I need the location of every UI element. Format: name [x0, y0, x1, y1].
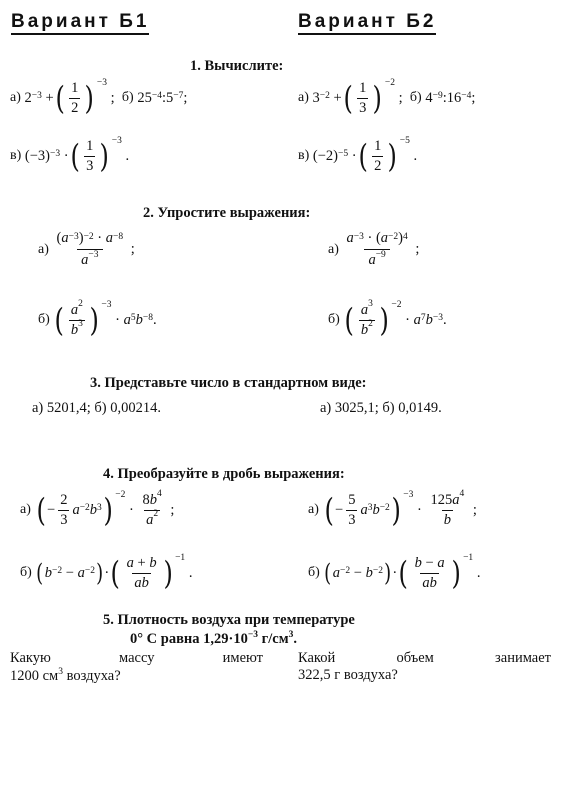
task-3-v1: а) 5201,4; б) 0,00214. [32, 400, 161, 416]
task-4-v2-b: б) ( a $^{-2}$ − b $^{-2}$ ) · ( $\frac{b - a}{ab}$ ) −1 . [308, 553, 481, 593]
task-2-v1-a: а) ( a $^{-3}$ ) $^{-2}$ · a $^{-8}$ $a^{-3}$ ; [38, 230, 135, 269]
task-4-v1-b: б) ( b $^{-2}$ − a $^{-2}$ ) · ( $\frac{a + b}{ab}$ ) −1 . [20, 553, 193, 593]
task-5-v1-line1: Какую массу имеют [10, 650, 263, 666]
task-5-v2-line1: Какой объем занимает [298, 650, 551, 666]
section-2-title: 2. Упростите выражения: [143, 205, 311, 221]
task-4-v1-a: а) ( − $\frac{2}{3}$ a $^{-2}$ b $^3$ ) −2 · $\frac{8b^4}{a^2}$ ; [20, 489, 175, 530]
section-1-title: 1. Вычислите: [190, 58, 284, 74]
task-3-v2: а) 3025,1; б) 0,0149. [320, 400, 442, 416]
task-2-v1-b: б) ( $\frac{a^2}{b^3}$ ) −3 · a $^5$ b $^{-8}$ . [38, 299, 157, 340]
task-2-v2-b: б) ( $\frac{a^3}{b^2}$ ) −2 · a $^7$ b $^{-3}$ . [328, 299, 447, 340]
variant-b2-title: Вариант Б2 [298, 12, 436, 35]
task-4-v2-a: а) ( − $\frac{5}{3}$ a $^3$ b $^{-2}$ ) −3 · $\frac{125a^4}{b}$ ; [308, 489, 477, 530]
task-5-v2-line2: 322,5 г воздуха? [298, 667, 398, 683]
section-3-title: 3. Представьте число в стандартном виде: [90, 375, 367, 391]
task-2-v2-a: а) a $^{-3}$ · ( a $^{-2}$ ) $^4$ $a^{-9}$ ; [328, 230, 420, 269]
task-5-v1-line2: 1200 $см^3$ воздуха? [10, 667, 121, 684]
task-1-v1-v: в) (−3) $^{-3}$ · ( $\frac{1}{3}$ ) −3 . [10, 136, 130, 176]
section-4-title: 4. Преобразуйте в дробь выражения: [103, 466, 345, 482]
task-1-v2-a: а) 3 $^{-2}$ + ( $\frac{1}{3}$ ) −2 ; б) 4 $^{-9}$ :16 $^{-4}$ ; [298, 78, 476, 118]
section-5-title-line2: 0° С равна $1,29\cdot 10^{-3}$ $г/см^3$. [130, 630, 297, 647]
variant-b1-title: Вариант Б1 [11, 12, 149, 35]
task-1-v2-v: в) (−2) $^{-5}$ · ( $\frac{1}{2}$ ) −5 . [298, 136, 418, 176]
task-1-v1-a: а) 2 $^{-3}$ + ( $\frac{1}{2}$ ) −3 ; б) 25 $^{-4}$ :5 $^{-7}$ ; [10, 78, 188, 118]
section-5-title-line1: 5. Плотность воздуха при температуре [103, 612, 355, 628]
